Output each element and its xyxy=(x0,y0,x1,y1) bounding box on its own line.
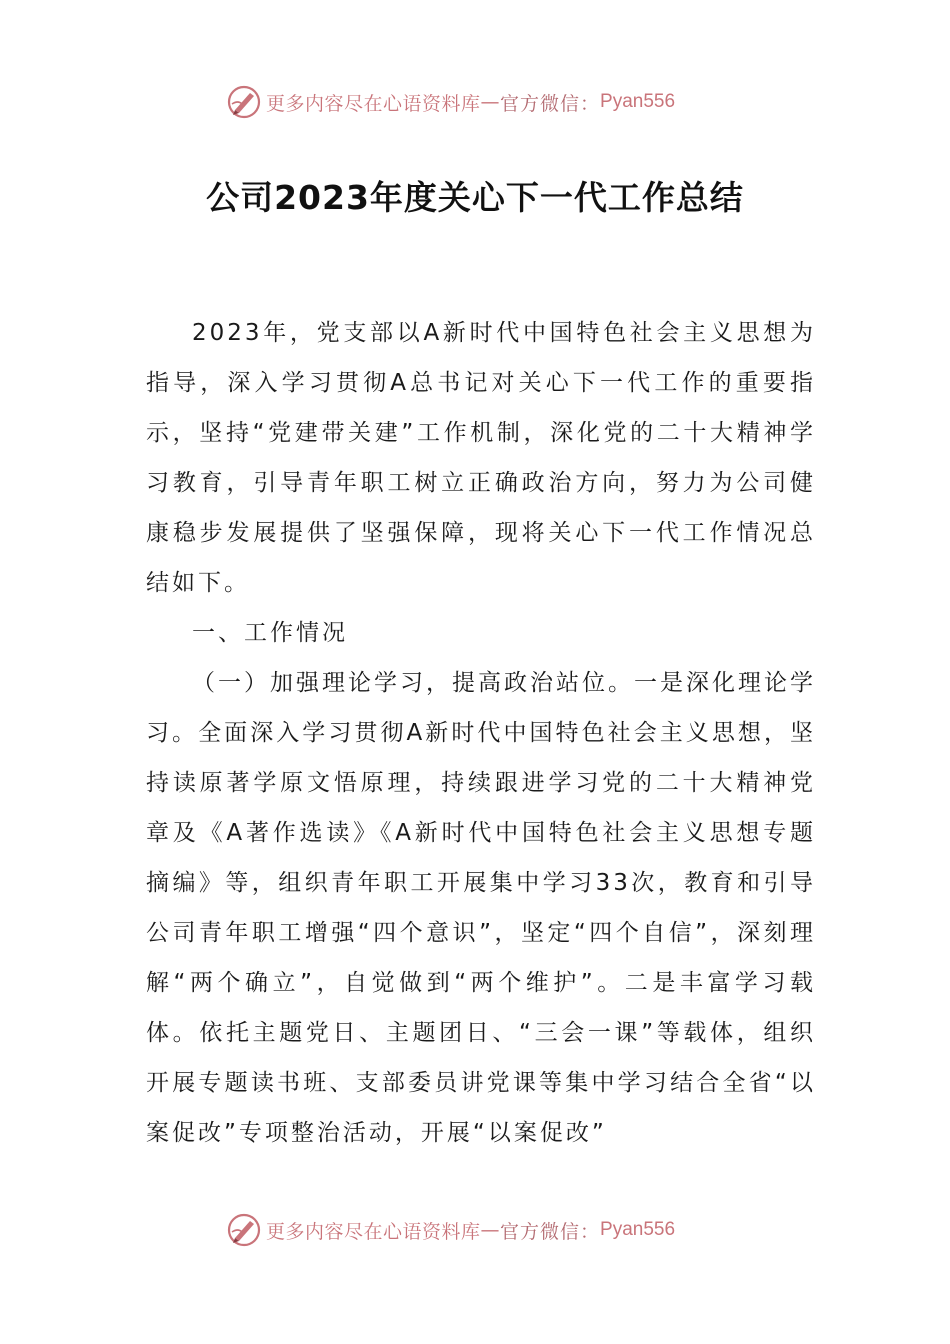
watermark-separator: — xyxy=(480,91,501,113)
paragraph-theory-study: （一）加强理论学习，提高政治站位。一是深化理论学习。全面深入学习贯彻A新时代中国特色社会主义思想，坚持读原著学原文悟原理，持续跟进学习党的二十大精神党章及《A著作选读》《A新时代中国特色社会主义思想专题摘编》等，组织青年职工开展集中学习33次，教育和引导公司青年职工增强“四个意识”，坚定“四个自信”，深刻理解“两个确立”，自觉做到“两个维护”。二是丰富学习载体。依托主题党日、主题团日、“三会一课”等载体，组织开展专题读书班、支部委员讲党课等集中学习结合全省“以案促改”专项整治活动，开展“以案促改” xyxy=(146,670,816,1146)
paragraph-intro: 2023年，党支部以A新时代中国特色社会主义思想为指导，深入学习贯彻A总书记对关心下一代工作的重要指示，坚持“党建带关建”工作机制，深化党的二十大精神学习教育，引导青年职工树立正确政治方向，努力为公司健康稳步发展提供了坚强保障，现将关心下一代工作情况总结如下。 xyxy=(146,320,816,596)
watermark-separator: — xyxy=(480,1219,501,1241)
watermark-wechat-label: 官方微信： xyxy=(500,92,601,115)
watermark-banner-bottom xyxy=(226,1210,746,1250)
watermark-text: 更多内容尽在心语资料库 xyxy=(266,1220,481,1243)
section-heading: 一、工作情况 xyxy=(192,620,348,646)
watermark-wechat-id: Pyan556 xyxy=(600,91,676,112)
pen-logo-icon xyxy=(226,84,262,120)
document-title: 公司2023年度关心下一代工作总结 xyxy=(206,178,744,217)
watermark-text: 更多内容尽在心语资料库 xyxy=(266,92,481,115)
watermark-wechat-label: 官方微信： xyxy=(500,1220,601,1243)
watermark-banner-top xyxy=(226,82,746,122)
watermark-wechat-id: Pyan556 xyxy=(600,1219,676,1240)
pen-logo-icon xyxy=(226,1212,262,1248)
document-body xyxy=(146,308,816,1158)
